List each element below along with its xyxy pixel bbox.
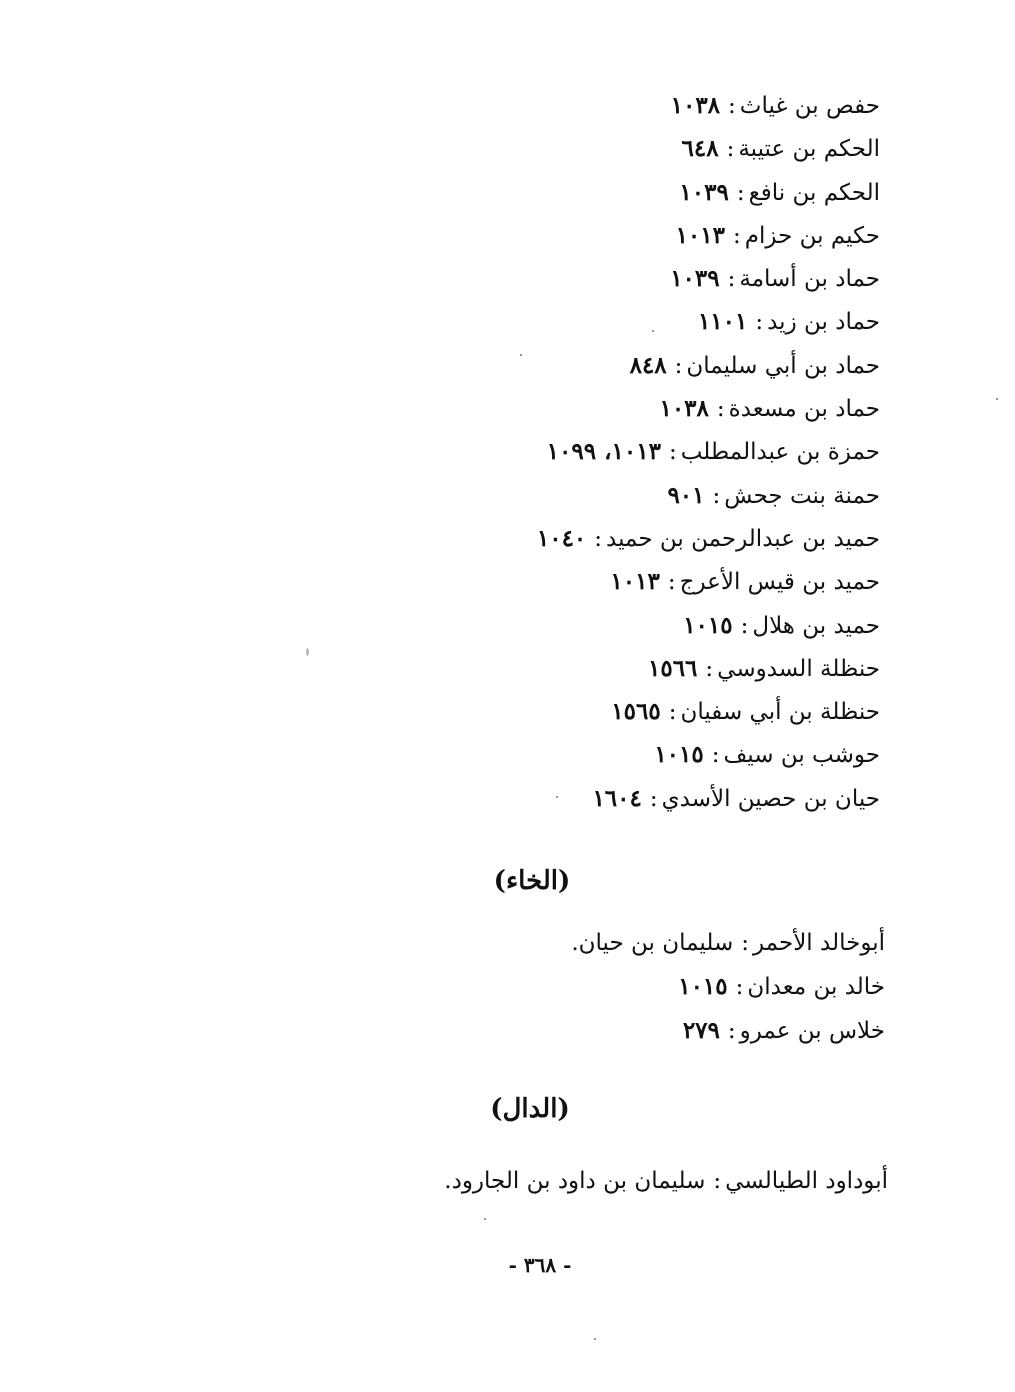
- entries-list-ha: [440, 84, 880, 820]
- entry-name: حميد بن هلال: [752, 612, 880, 639]
- entry-name: حوشب بن سيف: [723, 742, 880, 769]
- entry-name: حفص بن غياث: [739, 93, 880, 119]
- entry-name: حيان بن حصين الأسدي: [661, 785, 880, 812]
- entry-separator: :: [667, 569, 676, 596]
- entry-name: حكيم بن حزام: [744, 222, 880, 249]
- list-item: [440, 344, 880, 387]
- list-item: [440, 517, 880, 560]
- list-item: [440, 257, 880, 300]
- entry-page-ref: ٢٧٩: [682, 1016, 720, 1044]
- entry-name: حميد بن عبدالرحمن بن حميد: [606, 525, 880, 552]
- entry-separator: :: [726, 136, 735, 163]
- entry-page-ref: ١١٠١: [697, 308, 748, 336]
- entry-page-ref: ١٠١٣: [610, 568, 660, 596]
- entry-separator: :: [741, 930, 749, 956]
- entry-page-ref: ٦٤٨: [681, 135, 719, 163]
- list-item: [440, 84, 880, 127]
- scan-speck: [520, 354, 522, 356]
- entry-page-ref: ١٠٤٠: [536, 524, 587, 552]
- list-item: [440, 647, 880, 690]
- entry-separator: :: [727, 266, 736, 293]
- entry-name: الحكم بن نافع: [748, 179, 880, 206]
- entry-separator: :: [728, 93, 736, 119]
- list-item: [440, 214, 880, 257]
- entry-separator: :: [649, 785, 658, 812]
- scan-speck: [306, 648, 309, 656]
- entries-list-dal: [428, 1160, 888, 1203]
- entry-name: خلاس بن عمرو: [739, 1017, 885, 1044]
- section-heading-kha: (الخاء): [493, 866, 571, 896]
- entry-page-ref: ١٠١٥: [654, 741, 704, 769]
- entry-separator: :: [594, 525, 603, 552]
- entry-separator: :: [735, 974, 744, 1001]
- entry-separator: :: [705, 655, 714, 682]
- list-item: [440, 171, 880, 214]
- entry-separator: :: [740, 612, 749, 639]
- entry-page-ref: ١٠١٣: [675, 221, 725, 249]
- list-item: [445, 965, 885, 1008]
- list-item: [440, 733, 880, 776]
- entry-separator: :: [733, 222, 741, 249]
- list-item: [440, 474, 880, 517]
- entry-page-ref: ١٥٦٥: [611, 698, 661, 726]
- scan-speck: [996, 398, 998, 400]
- entry-page-ref: ١٦٠٤: [592, 784, 642, 812]
- entry-name: حميد بن قيس الأعرج: [679, 569, 880, 596]
- entry-name: أبوخالد الأحمر: [752, 930, 885, 956]
- entries-list-kha: [445, 922, 885, 1052]
- entry-separator: :: [755, 309, 764, 336]
- list-item: [445, 1009, 885, 1052]
- entry-page-ref: ١٠١٥: [683, 611, 733, 639]
- list-item: [440, 300, 880, 343]
- entry-separator: :: [727, 1017, 736, 1044]
- entry-name: حمزة بن عبدالمطلب: [680, 439, 880, 466]
- entry-page-ref: ١٠١٥: [678, 973, 728, 1001]
- entry-separator: :: [711, 742, 720, 769]
- list-item: [440, 690, 880, 733]
- entry-name: حمنة بنت جحش: [724, 482, 880, 509]
- entry-name: حماد بن أسامة: [739, 266, 880, 293]
- entry-page-ref: ٨٤٨: [629, 351, 667, 379]
- entry-cross-ref: سليمان بن داود بن الجارود.: [444, 1168, 706, 1194]
- entry-name: الحكم بن عتيبة: [738, 136, 880, 163]
- entry-page-ref: ٩٠١: [667, 481, 705, 509]
- scan-speck: [484, 1218, 486, 1220]
- entry-separator: :: [712, 482, 721, 509]
- list-item: [440, 127, 880, 170]
- entry-page-ref: ١٠٣٨: [670, 92, 721, 119]
- entry-name: حنظلة السدوسي: [717, 655, 880, 682]
- list-item: [440, 387, 880, 430]
- list-item: [440, 604, 880, 647]
- entry-name: حماد بن زيد: [767, 309, 880, 336]
- scan-speck: [594, 1338, 596, 1340]
- scan-speck: [652, 330, 654, 332]
- entry-separator: :: [713, 1168, 722, 1194]
- scan-speck: [556, 796, 558, 798]
- entry-page-ref: ١٠٣٩: [679, 178, 729, 206]
- entry-page-ref: ١٠٣٩: [670, 265, 720, 293]
- entry-name: حماد بن أبي سليمان: [686, 352, 880, 379]
- entry-name: حماد بن مسعدة: [728, 396, 880, 423]
- entry-page-ref: ١٥٦٦: [648, 654, 698, 682]
- list-item: [440, 430, 880, 473]
- entry-name: خالد بن معدان: [747, 974, 885, 1001]
- entry-separator: :: [668, 439, 677, 466]
- section-heading-dal: (الدال): [490, 1094, 570, 1124]
- list-item: [440, 560, 880, 603]
- entry-page-ref: ١٠١٣، ١٠٩٩: [546, 438, 661, 466]
- page-number: - ٣٦٨ -: [508, 1253, 572, 1277]
- entry-separator: :: [668, 699, 677, 726]
- entry-separator: :: [674, 352, 683, 379]
- entry-page-ref: ١٠٣٨: [659, 395, 709, 423]
- list-item: [445, 922, 885, 965]
- list-item: [440, 777, 880, 820]
- entry-separator: :: [736, 179, 745, 206]
- entry-separator: :: [716, 396, 725, 423]
- list-item: [428, 1160, 888, 1203]
- entry-name: حنظلة بن أبي سفيان: [680, 699, 880, 726]
- entry-name: أبوداود الطيالسي: [725, 1168, 888, 1194]
- entry-cross-ref: سليمان بن حيان.: [571, 930, 734, 956]
